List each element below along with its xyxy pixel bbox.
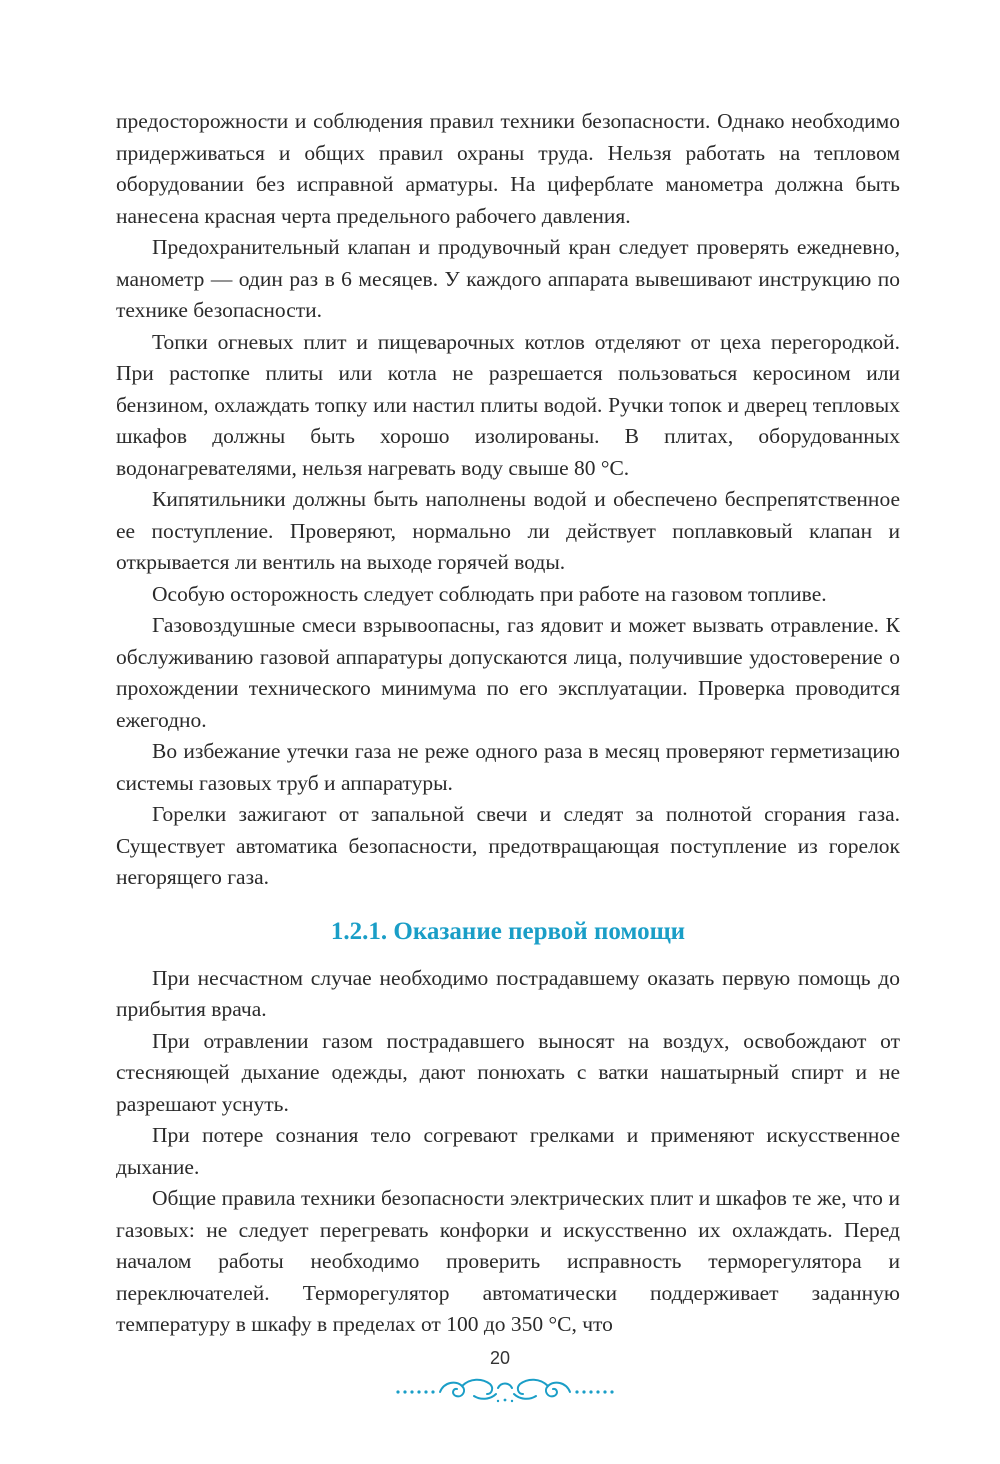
paragraph: Во избежание утечки газа не реже одного раза в месяц проверяют герметизацию системы газовых труб и аппаратуры. — [116, 739, 900, 795]
page-body — [116, 106, 900, 1341]
paragraph: Топки огневых плит и пищеварочных котлов отделяют от цеха перегородкой. При растопке плиты или котла не разрешается пользоваться керосином или бензином, охлаждать топку или настил плиты водой. Ручки топок и дверец тепловых шкафов должны быть хорошо изолированы. В плитах, оборудованных водонагревателями, нельзя нагревать воду свыше 80 °С. — [116, 329, 900, 480]
footer-ornament-icon — [390, 1370, 620, 1406]
paragraph: Общие правила техники безопасности электрических плит и шкафов те же, что и газовых: не следует перегревать конфорки и искусственно их охлаждать. Перед началом работы необходимо проверить исправность терморегулятора и переключателей. Терморегулятор автоматически поддерживает заданную температуру в шкафу в пределах от 100 до 350 °С, что — [116, 1186, 900, 1336]
paragraph: Кипятильники должны быть наполнены водой и обеспечено беспрепятственное ее поступление. Проверяют, нормально ли действует поплавковый клапан и открывается ли вентиль на выходе горячей воды. — [116, 487, 900, 574]
section-heading: 1.2.1. Оказание первой помощи — [330, 917, 686, 945]
paragraph: Горелки зажигают от запальной свечи и следят за полнотой сгорания газа. Существует автоматика безопасности, предотвращающая поступление из горелок негорящего газа. — [116, 802, 900, 889]
paragraph: При потере сознания тело согревают грелками и применяют искусственное дыхание. — [116, 1123, 900, 1179]
paragraph: При отравлении газом пострадавшего выносят на воздух, освобождают от стесняющей дыхание одежды, дают понюхать с ватки нашатырный спирт и не разрешают уснуть. — [116, 1028, 900, 1116]
paragraph: Газовоздушные смеси взрывоопасны, газ ядовит и может вызвать отравление. К обслуживанию газовой аппаратуры допускаются лица, получившие удостоверение о прохождении технического минимума по его эксплуатации. Проверка проводится ежегодно. — [116, 613, 900, 732]
paragraph: Предохранительный клапан и продувочный кран следует проверять ежедневно, манометр — один раз в 6 месяцев. У каждого аппарата вывешивают инструкцию по технике безопасности. — [116, 235, 900, 322]
paragraph: При несчастном случае необходимо пострадавшему оказать первую помощь до прибытия врача. — [116, 965, 900, 1021]
paragraph: Особую осторожность следует соблюдать при работе на газовом топливе. — [152, 581, 827, 606]
page-number: 20 — [489, 1348, 511, 1368]
paragraph: предосторожности и соблюдения правил техники безопасности. Однако необходимо придерживаться и общих правил охраны труда. Нельзя работать на тепловом оборудовании без исправной арматуры. На циферблате манометра должна быть нанесена красная черта предельного рабочего давления. — [116, 109, 900, 228]
